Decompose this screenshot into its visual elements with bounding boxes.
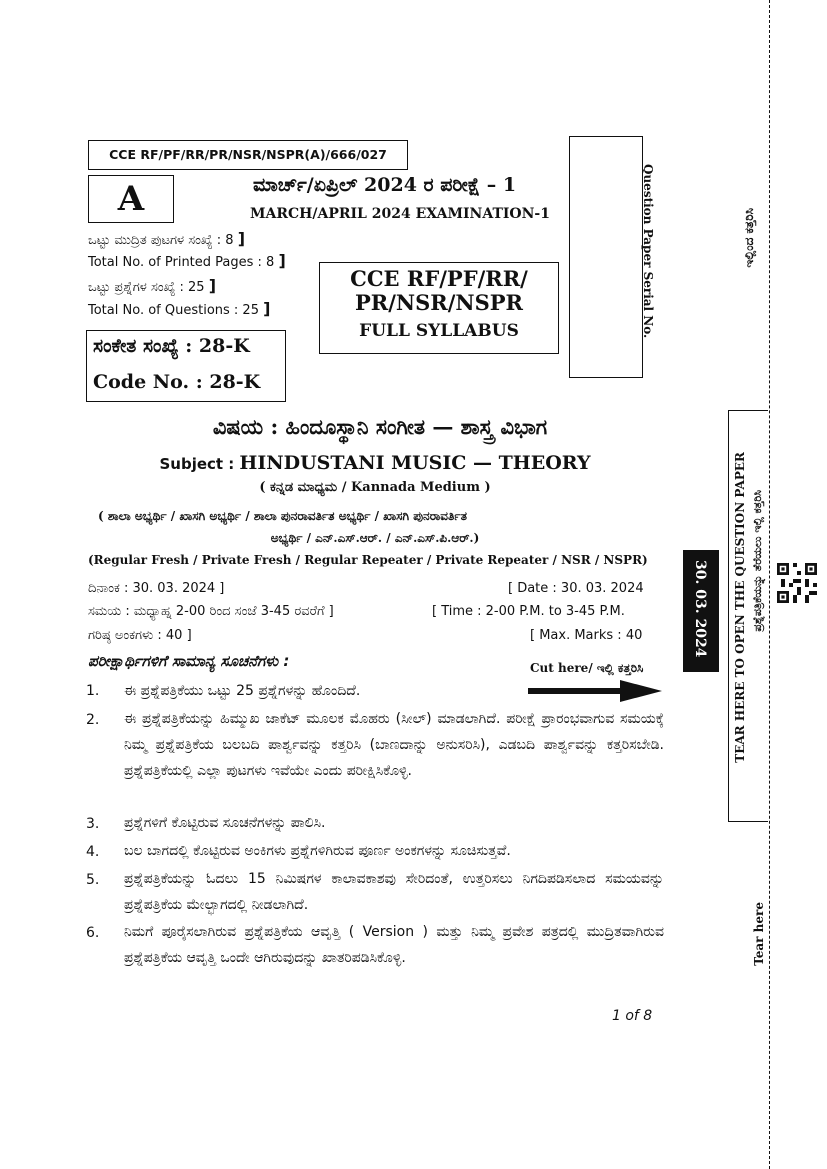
course-box: [319, 262, 559, 354]
serial-number-label: Question Paper Serial No.: [641, 164, 655, 339]
instruction-3-number: 3.: [86, 816, 100, 832]
course-line-1: CCE RF/PF/RR/: [350, 266, 528, 291]
medium: ( ಕನ್ನಡ ಮಾಧ್ಯಮ / Kannada Medium ): [259, 480, 491, 495]
instruction-5-number: 5.: [86, 872, 100, 888]
questions-kn-text: ಒಟ್ಟು ಪ್ರಶ್ನೆಗಳ ಸಂಖ್ಯೆ : 25: [88, 280, 205, 295]
subject-prefix: Subject :: [159, 455, 235, 473]
reference-code: CCE RF/PF/RR/PR/NSR/NSPR(A)/666/027: [109, 147, 387, 162]
instruction-5-text: ಪ್ರಶ್ನೆಪತ್ರಿಕೆಯನ್ನು ಓದಲು 15 ನಿಮಿಷಗಳ ಕಾಲಾವಕಾಶವು ಸೇರಿದಂತೆ, ಉತ್ತರಿಸಲು ನಿಗದಿಪಡಿಸಲಾದ ಸಮಯವನ್ನು ಪ್ರಶ್ನೆಪತ್ರಿಕೆಯ ಮೇಲ್ಭಾಗದಲ್ಲಿ ನೀಡಲಾಗಿದೆ.: [124, 871, 664, 913]
date-kn: ದಿನಾಂಕ : 30. 03. 2024 ]: [88, 581, 225, 596]
tear-dashed-line: [769, 0, 770, 1169]
printed-pages-en-text: Total No. of Printed Pages : 8: [88, 255, 275, 270]
questions-kn: ಒಟ್ಟು ಪ್ರಶ್ನೆಗಳ ಸಂಖ್ಯೆ : 25 ]: [88, 276, 217, 295]
instruction-4-text: ಬಲ ಬಾಗದಲ್ಲಿ ಕೊಟ್ಟಿರುವ ಅಂಕಿಗಳು ಪ್ರಶ್ನೆಗಳಿಗಿರುವ ಪೂರ್ಣ ಅಂಕಗಳನ್ನು ಸೂಚಿಸುತ್ತವೆ.: [124, 843, 511, 859]
page-number: 1 of 8: [612, 1008, 653, 1024]
side-cut-label-kn: ಇಲ್ಲಿಂದ ಕತ್ತರಿಸಿ: [742, 208, 756, 268]
time-en: [ Time : 2-00 P.M. to 3-45 P.M.: [432, 604, 625, 619]
qr-code-icon: [777, 563, 817, 603]
time-kn: ಸಮಯ : ಮಧ್ಯಾಹ್ನ 2-00 ರಿಂದ ಸಂಜೆ 3-45 ರವರೆಗೆ ]: [88, 604, 334, 619]
instructions-heading: ಪರೀಕ್ಷಾರ್ಥಿಗಳಿಗೆ ಸಾಮಾನ್ಯ ಸೂಚನೆಗಳು :: [88, 652, 290, 670]
code-number-box: [86, 330, 286, 402]
version-letter: A: [117, 179, 145, 219]
instruction-2-number: 2.: [86, 712, 100, 728]
instruction-6-number: 6.: [86, 925, 100, 941]
exam-title-kannada: ಮಾರ್ಚ್/ಏಪ್ರಿಲ್ 2024 ರ ಪರೀಕ್ಷೆ – 1: [253, 174, 517, 196]
candidates-en: (Regular Fresh / Private Fresh / Regular Repeater / Private Repeater / NSR / NSPR): [88, 553, 648, 567]
cut-here-label: Cut here/ ಇಲ್ಲಿ ಕತ್ತರಿಸಿ: [530, 661, 644, 675]
course-line-3: FULL SYLLABUS: [359, 321, 519, 341]
serial-number-box: [569, 136, 643, 378]
instruction-1-number: 1.: [86, 683, 100, 699]
subject-name: HINDUSTANI MUSIC — THEORY: [239, 452, 591, 474]
questions-en-text: Total No. of Questions : 25: [88, 303, 259, 318]
cut-arrow-icon: [528, 679, 662, 703]
printed-pages-kn: ಒಟ್ಟು ಮುದ್ರಿತ ಪುಟಗಳ ಸಂಖ್ಯೆ : 8 ]: [88, 229, 246, 248]
instruction-4-number: 4.: [86, 844, 100, 860]
date-en: [ Date : 30. 03. 2024: [508, 581, 644, 596]
tear-instructions-kn: ಪ್ರಶ್ನೆಪತ್ರಿಕೆಯನ್ನು ತೆರೆಯಲು ಇಲ್ಲಿ ಕತ್ತರಿಸಿ: [751, 490, 764, 632]
reference-code-box: [88, 140, 408, 170]
questions-en: Total No. of Questions : 25 ]: [88, 299, 271, 318]
exam-title-english: MARCH/APRIL 2024 EXAMINATION-1: [250, 206, 550, 222]
code-number-en: Code No. : 28-K: [93, 371, 261, 393]
tear-instructions-en: TEAR HERE TO OPEN THE QUESTION PAPER: [733, 452, 747, 763]
candidates-kn-2: ಅಭ್ಯರ್ಥಿ / ಎನ್.ಎಸ್.ಆರ್. / ಎನ್.ಎಸ್.ಪಿ.ಆರ್.): [270, 531, 480, 545]
code-number-kn: ಸಂಕೇತ ಸಂಖ್ಯೆ : 28-K: [93, 335, 250, 357]
instruction-3-text: ಪ್ರಶ್ನೆಗಳಿಗೆ ಕೊಟ್ಟಿರುವ ಸೂಚನೆಗಳನ್ನು ಪಾಲಿಸಿ.: [124, 815, 326, 831]
course-line-2: PR/NSR/NSPR: [355, 290, 523, 315]
printed-pages-en: Total No. of Printed Pages : 8 ]: [88, 251, 286, 270]
marks-en: [ Max. Marks : 40: [530, 628, 643, 643]
instruction-1-text: ಈ ಪ್ರಶ್ನೆಪತ್ರಿಕೆಯು ಒಟ್ಟು 25 ಪ್ರಶ್ನೆಗಳನ್ನು ಹೊಂದಿದೆ.: [124, 683, 361, 699]
instruction-6-text: ನಿಮಗೆ ಪೂರೈಸಲಾಗಿರುವ ಪ್ರಶ್ನೆಪತ್ರಿಕೆಯ ಆವೃತ್ತಿ ( Version ) ಮತ್ತು ನಿಮ್ಮ ಪ್ರವೇಶ ಪತ್ರದಲ್ಲಿ ಮುದ್ರಿತವಾಗಿರುವ ಪ್ರಶ್ನೆಪತ್ರಿಕೆಯ ಆವೃತ್ತಿ ಒಂದೇ ಆಗಿರುವುದನ್ನು ಖಾತರಿಪಡಿಸಿಕೊಳ್ಳಿ.: [124, 924, 664, 966]
tear-here-label: Tear here: [752, 902, 766, 966]
instruction-2-text: ಈ ಪ್ರಶ್ನೆಪತ್ರಿಕೆಯನ್ನು ಹಿಮ್ಮುಖ ಜಾಕೆಟ್ ಮೂಲಕ ಮೊಹರು (ಸೀಲ್) ಮಾಡಲಾಗಿದೆ. ಪರೀಕ್ಷೆ ಪ್ರಾರಂಭವಾಗುವ ಸಮಯಕ್ಕೆ ನಿಮ್ಮ ಪ್ರಶ್ನೆಪತ್ರಿಕೆಯ ಬಲಬದಿ ಪಾರ್ಶ್ವವನ್ನು ಕತ್ತರಿಸಿ (ಬಾಣದಾನ್ನು ಅನುಸರಿಸಿ), ಎಡಬದಿ ಪಾರ್ಶ್ವವನ್ನು ಕತ್ತರಿಸಬೇಡಿ. ಪ್ರಶ್ನೆಪತ್ರಿಕೆಯಲ್ಲಿ ಎಲ್ಲಾ ಪುಟಗಳು ಇವೆಯೇ ಎಂದು ಪರೀಕ್ಷಿಸಿಕೊಳ್ಳಿ.: [124, 711, 664, 779]
candidates-kn-1: ( ಶಾಲಾ ಅಭ್ಯರ್ಥಿ / ಖಾಸಗಿ ಅಭ್ಯರ್ಥಿ / ಶಾಲಾ ಪುನರಾವರ್ತಿತ ಅಭ್ಯರ್ಥಿ / ಖಾಸಗಿ ಪುನರಾವರ್ತಿತ: [98, 509, 467, 523]
printed-pages-kn-text: ಒಟ್ಟು ಮುದ್ರಿತ ಪುಟಗಳ ಸಂಖ್ಯೆ : 8: [88, 233, 234, 248]
version-letter-box: [88, 175, 174, 223]
marks-kn: ಗರಿಷ್ಠ ಅಂಕಗಳು : 40 ]: [88, 628, 192, 643]
subject-kannada: ವಿಷಯ : ಹಿಂದೂಸ್ಥಾನಿ ಸಂಗೀತ — ಶಾಸ್ತ್ರ ವಿಭಾಗ: [212, 414, 548, 439]
subject-english: [0, 452, 750, 474]
date-tab-text: 30. 03. 2024: [692, 560, 708, 658]
